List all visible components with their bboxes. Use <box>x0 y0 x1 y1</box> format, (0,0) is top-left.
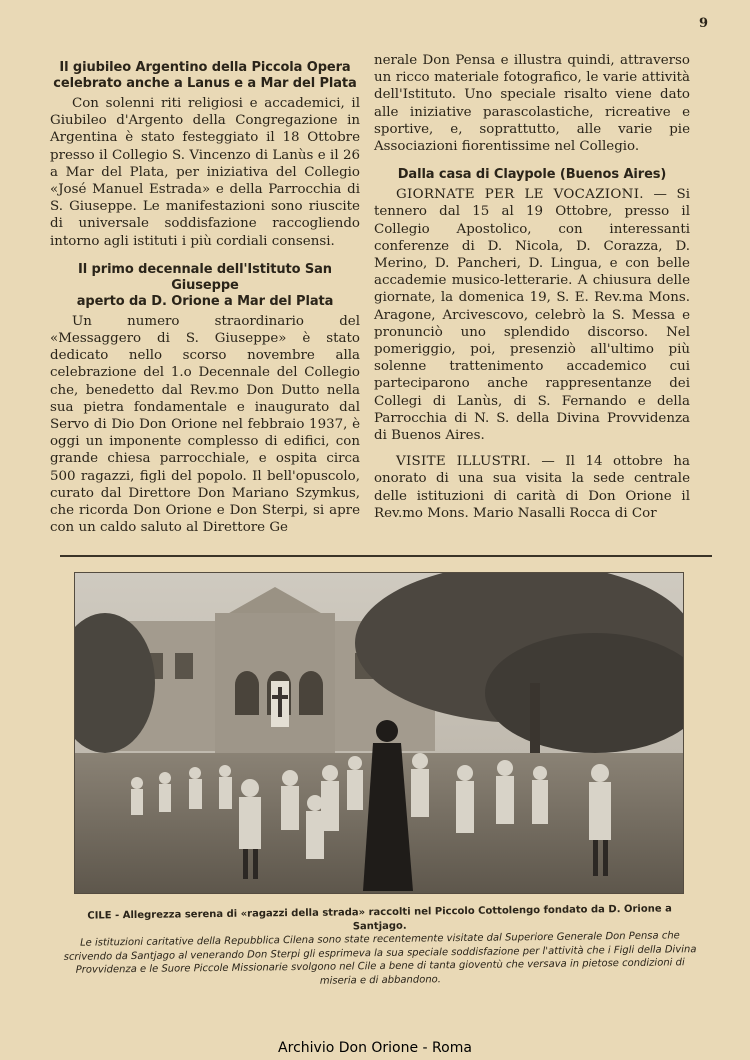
article-body-giubileo: Con solenni riti religiosi e accademici, il Giubileo d'Argento della Congregazione in Argentina è stato festeggiato il 18 Ottobre presso il Collegio S. Vincenzo di Lanùs e il 26 a Mar del Plata, per iniziativa del Collegio «José Manuel Estrada» e della Parrocchia di S. Giuseppe. Le manifestazioni sono riuscite di universale soddisfazione raccogliendo intorno agli istituti i più cordiali consensi. <box>50 96 360 249</box>
caption-lead: CILE - Allegrezza serena di «ragazzi della strada» raccolti nel Piccolo Cottolengo fondato da D. Orione a Santjago. <box>87 903 672 932</box>
page-number: 9 <box>698 16 708 31</box>
giornate-body: — Si tennero dal 15 al 19 Ottobre, presso il Collegio Apostolico, con interessanti conferenze di D. Nicola, D. Corazza, D. Merino, D. Pancheri, D. Lingua, e con belle accademie musico-letterarie. A chiusura delle giornate, la domenica 19, S. E. Rev.ma Mons. Aragone, Arcivescovo, celebrò la S. Messa e pronunciò uno splendido discorso. Nel pomeriggio, poi, presenziò all'ultimo più solenne trattenimento accademico cui parteciparono anche rappresentanze dei Collegi di Lanùs, di S. Fernando e della Parrocchia di N. S. della Divina Provvidenza di Buenos Aires. <box>374 187 690 444</box>
title-line: Il giubileo Argentino della Piccola Opera <box>59 60 351 75</box>
article-body-decennale: Un numero straordinario del «Messaggero di S. Giuseppe» è stato dedicato nello scorso novembre alla celebrazione del 1.o Decennale del Collegio che, benedetto dal Rev.mo Don Dutto nella sua pietra fondamentale e inaugurato dal Servo di Dio Don Orione nel febbraio 1937, è oggi un imponente complesso di edifici, con grande chiesa parrocchiale, e ospita circa 500 ragazzi, figli del popolo. Il bell'opuscolo, curato dal Direttore Don Mariano Szymkus, che ricorda Don Orione e Don Sterpi, si apre con un caldo saluto al Direttore Ge <box>50 313 360 536</box>
visite-lead: VISITE ILLUSTRI. <box>396 454 531 470</box>
caption-body: Le istituzioni caritative della Repubblica Cilena sono state recentemente visitate dal Superiore Generale Don Pensa che scrivendo da Santjago al venerando Don Sterpi gli esprimeva la sua speciale soddisfazione per l'attività che i Figli della Divina Provvidenza e le Suore Piccole Missionarie svolgono nel Cile a bene di tanta gioventù che versava in pietose condizioni di miseria e di abbandono. <box>63 930 697 987</box>
title-line: Il primo decennale dell'Istituto San Giuseppe <box>78 261 332 293</box>
title-line: celebrato anche a Lanus e a Mar del Plata <box>53 76 357 91</box>
photo-caption <box>60 902 701 991</box>
photo-children-with-priest <box>75 573 683 893</box>
left-column <box>50 50 360 536</box>
article-title-decennale <box>50 262 360 310</box>
section-divider <box>60 555 712 557</box>
paragraph-giornate <box>374 186 690 444</box>
photograph <box>74 572 684 894</box>
visite-body: — Il 14 ottobre ha onorato di una sua visita la sede centrale delle istituzioni di carità di Don Orione il Rev.mo Mons. Mario Nasalli Rocca di Cor <box>374 454 690 521</box>
archive-footer: Archivio Don Orione - Roma <box>278 1040 472 1056</box>
title-line: aperto da D. Orione a Mar del Plata <box>76 293 334 309</box>
article-body-decennale-continued: nerale Don Pensa e illustra quindi, attraverso un ricco materiale fotografico, le varie attività dell'Istituto. Uno speciale risalto viene dato alle iniziative parascolastiche, ricreative e sportive, e, soprattutto, alle varie pie Associazioni fiorentissime nel Collegio. <box>374 53 690 155</box>
article-title-giubileo <box>50 60 360 92</box>
right-column <box>374 52 690 522</box>
article-title-claypole: Dalla casa di Claypole (Buenos Aires) <box>397 167 667 183</box>
giornate-lead: GIORNATE PER LE VOCAZIONI. <box>396 187 644 203</box>
paragraph-visite <box>374 453 690 522</box>
